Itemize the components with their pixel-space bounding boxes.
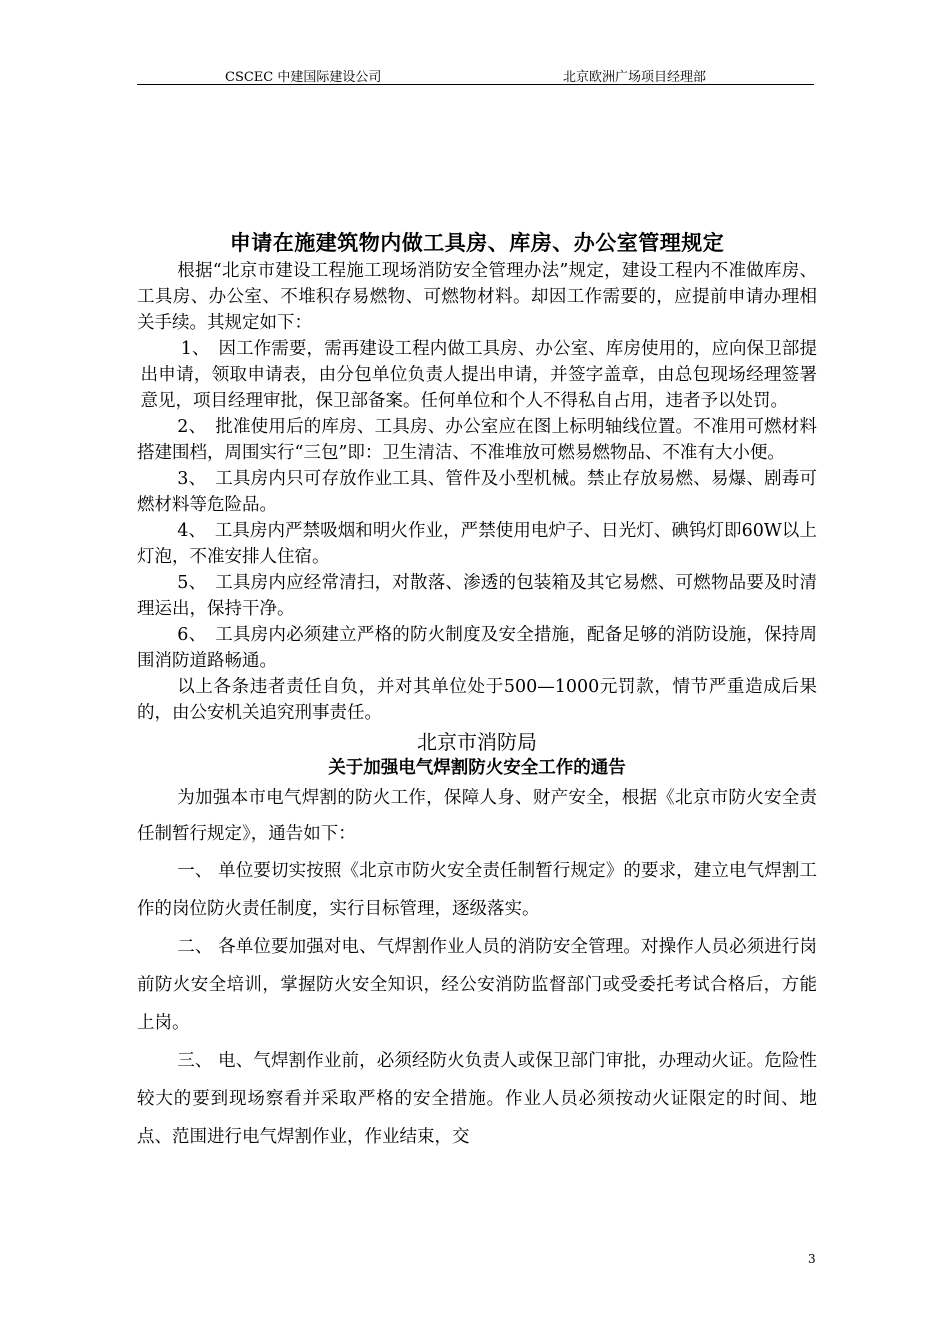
section2-item-1: 一、 单位要切实按照《北京市防火安全责任制暂行规定》的要求，建立电气焊割工作的岗位防火责任制度，实行目标管理，逐级落实。 — [137, 861, 817, 919]
header-department: 北京欧洲广场项目经理部 — [563, 70, 707, 85]
section1-item-3: 3、 工具房内只可存放作业工具、管件及小型机械。禁止存放易燃、易爆、剧毒可燃材料等危险品。 — [137, 469, 817, 515]
section2-item-3: 三、 电、气焊割作业前，必须经防火负责人或保卫部门审批，办理动火证。危险性较大的要到现场察看并采取严格的安全措施。作业人员必须按动火证限定的时间、地点、范围进行电气焊割作业，作业结束，交 — [137, 1051, 817, 1147]
section1-item-6: 6、 工具房内必须建立严格的防火制度及安全措施，配备足够的消防设施，保持周围消防道路畅通。 — [137, 625, 817, 671]
section2-item-2: 二、 各单位要加强对电、气焊割作业人员的消防安全管理。对操作人员必须进行岗前防火安全培训，掌握防火安全知识，经公安消防监督部门或受委托考试合格后，方能上岗。 — [137, 937, 817, 1033]
section1-closing: 以上各条违者责任自负，并对其单位处于500—1000元罚款，情节严重造成后果的，由公安机关追究刑事责任。 — [137, 677, 817, 723]
header-company: CSCEC 中建国际建设公司 — [225, 70, 382, 85]
page-header — [137, 64, 814, 85]
section2-issuer: 北京市消防局 — [417, 730, 537, 754]
section2-title: 关于加强电气焊割防火安全工作的通告 — [328, 758, 626, 778]
section1-item-2: 2、 批准使用后的库房、工具房、办公室应在图上标明轴线位置。不准用可燃材料搭建围档，周围实行“三包”即：卫生清洁、不准堆放可燃易燃物品、不准有大小便。 — [137, 417, 817, 463]
section1-item-5: 5、 工具房内应经常清扫，对散落、渗透的包装箱及其它易燃、可燃物品要及时清理运出，保持干净。 — [137, 573, 817, 619]
section1-item-1: 1、 因工作需要，需再建设工程内做工具房、办公室、库房使用的，应向保卫部提出申请，领取申请表，由分包单位负责人提出申请，并签字盖章，由总包现场经理签署意见，项目经理审批，保卫部备案。任何单位和个人不得私自占用，违者予以处罚。 — [140, 339, 817, 411]
section1-item-4: 4、 工具房内严禁吸烟和明火作业，严禁使用电炉子、日光灯、碘钨灯即60W以上灯泡，不准安排人住宿。 — [137, 521, 817, 567]
section1-intro: 根据“北京市建设工程施工现场消防安全管理办法”规定，建设工程内不准做库房、工具房、办公室、不堆积存易燃物、可燃物材料。却因工作需要的，应提前申请办理相关手续。其规定如下： — [137, 261, 817, 333]
section1-title: 申请在施建筑物内做工具房、库房、办公室管理规定 — [229, 230, 725, 255]
document-body — [137, 228, 817, 1156]
page-number: 3 — [808, 1252, 816, 1266]
section2-intro: 为加强本市电气焊割的防火工作，保障人身、财产安全，根据《北京市防火安全责任制暂行规定》，通告如下： — [137, 788, 817, 844]
